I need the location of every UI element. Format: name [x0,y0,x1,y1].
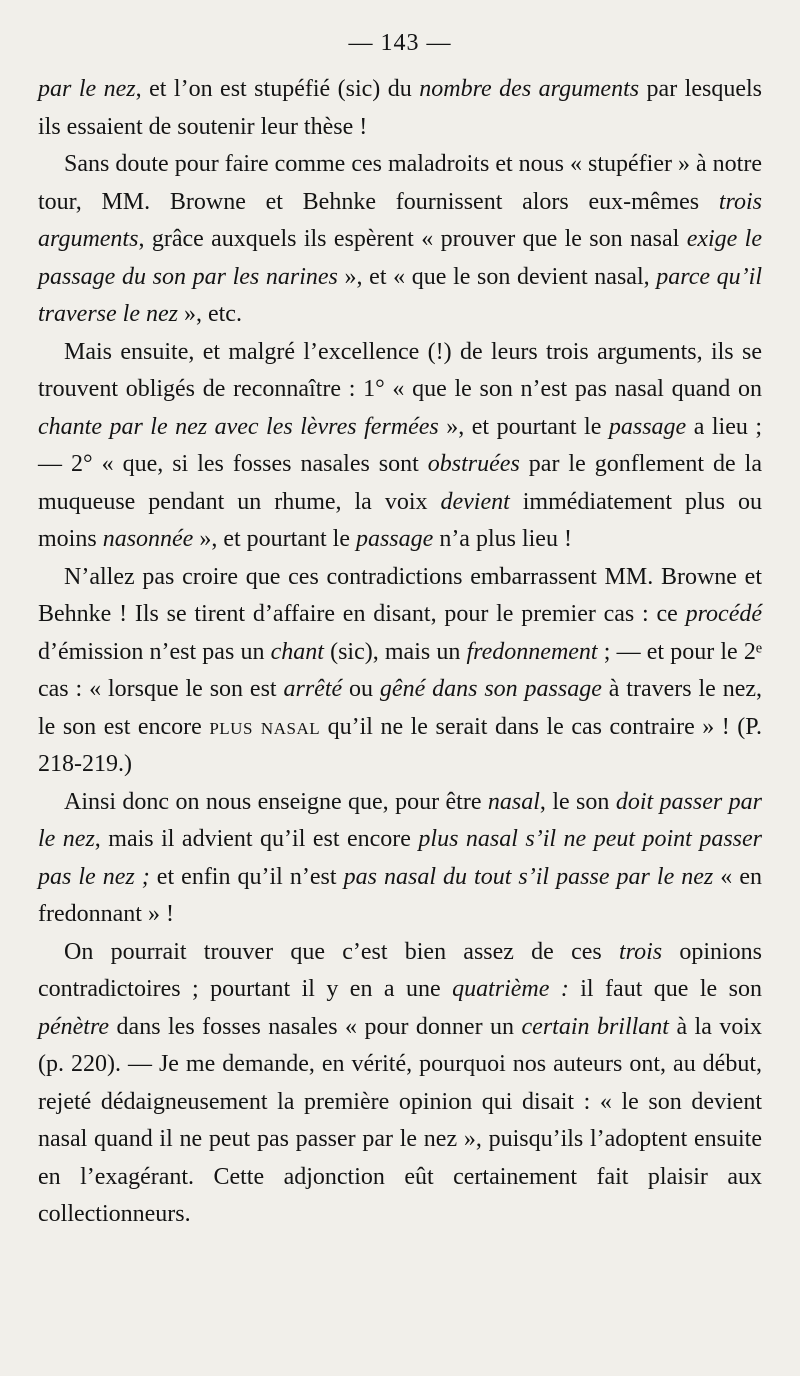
text-run: à la voix (p. 220). — Je me demande, en vérité, pourquoi nos auteurs ont, au début, rejeté dédaigneusement la première opinion qui disait : « le son devient nasal quand il ne peut pas passer par le nez », puisqu’ils l’adoptent ensuite en l’exagérant. Cette adjonction eût certainement fait plaisir aux collectionneurs. [38,1013,763,1227]
text-run: par le gonflement de la muqueuse pendant un rhume, la voix [38,451,762,515]
page-number: — 143 — [348,30,452,56]
text-run: immédiatement plus ou moins [38,488,762,552]
italic-text: passage [355,526,434,552]
italic-text: parce qu’il traverse le nez [38,263,762,327]
italic-text: plus nasal s’il ne peut point passer pas le nez ; [38,826,762,890]
italic-text: trois arguments [38,188,762,252]
text-run: », et « que le son devient nasal, [337,263,657,290]
text-run: (sic), mais un [323,638,467,665]
paragraph [38,71,762,146]
italic-text: trois [618,938,663,965]
text-run: Sans doute pour faire comme ces maladroits et nous « stupéfier » à notre tour, MM. Browne et Behnke fournissent alors eux-mêmes [38,151,762,215]
text-run: , et l’on est stupéfié (sic) du [135,76,420,102]
italic-text: obstruées [427,451,520,477]
text-run: On pourrait trouver que c’est bien assez de ces [64,938,619,965]
italic-text: chante par le nez avec les lèvres fermées [38,413,439,440]
italic-text: pas nasal du tout s’il passe par le nez [343,863,714,890]
text-run: « en fredonnant » ! [38,863,762,927]
text-run: Ainsi donc on nous enseigne que, pour être [64,788,488,815]
paragraph [38,334,762,559]
italic-text: doit passer par le nez [38,788,762,852]
text-run: d’émission n’est pas un [38,638,271,665]
italic-text: nasonnée [102,526,194,552]
text-run: ; — et pour le 2ᵉ cas : « lorsque le son est [38,638,762,702]
text-run: ou [342,676,380,702]
italic-text: pénètre [38,1013,110,1040]
italic-text: certain brillant [521,1013,669,1040]
text-run: N’allez pas croire que ces contradictions embarrassent MM. Browne et Behnke ! Ils se tirent d’affaire en disant, pour le premier cas : ce [38,563,762,627]
text-run: opinions contradictoires ; pourtant il y en a une [38,938,762,1002]
text-run: », et pourtant le [193,526,356,552]
text-run: et enfin qu’il n’est [149,863,344,890]
paragraph [38,934,762,1234]
paragraph [38,559,762,784]
paragraph [38,784,762,934]
small-caps-text: plus nasal [209,713,321,740]
italic-text: exige le passage du son par les narines [38,226,763,290]
paragraph [38,146,762,334]
text-run: », et pourtant le [438,413,609,440]
text-run: Mais ensuite, et malgré l’excellence (!) de leurs trois arguments, ils se trouvent obligés de reconnaître : 1° « que le son n’est pas nasal quand on [38,338,762,402]
italic-text: fredonnement [466,638,598,665]
text-run: , grâce auxquels ils espèrent « prouver que le son nasal [138,226,687,252]
text-run: n’a plus lieu ! [433,526,572,552]
text-run: », etc. [177,301,242,327]
italic-text: par le nez [38,76,136,102]
italic-text: devient [440,488,510,515]
text-run: a lieu ; — 2° « que, si les fosses nasales sont [38,413,763,477]
text-run: à travers le nez, le son est encore [38,676,762,740]
italic-text: chant [270,638,324,665]
text-run: qu’il ne le serait dans le cas contraire » ! (P. 218-219.) [38,713,762,777]
text-run: dans les fosses nasales « pour donner un [109,1013,522,1040]
body-text [38,71,762,1234]
italic-text: gêné dans son passage [379,676,602,702]
italic-text: nasal [487,788,540,815]
text-run: par lesquels ils essaient de soutenir leur thèse ! [38,76,763,140]
text-run: il faut que le son [568,976,762,1002]
text-run: , mais il advient qu’il est encore [94,826,419,852]
italic-text: procédé [685,601,762,627]
italic-text: passage [608,413,687,440]
text-run: , le son [539,788,616,815]
italic-text: nombre des arguments [419,76,640,102]
italic-text: quatrième : [452,976,569,1002]
italic-text: arrêté [283,676,343,702]
